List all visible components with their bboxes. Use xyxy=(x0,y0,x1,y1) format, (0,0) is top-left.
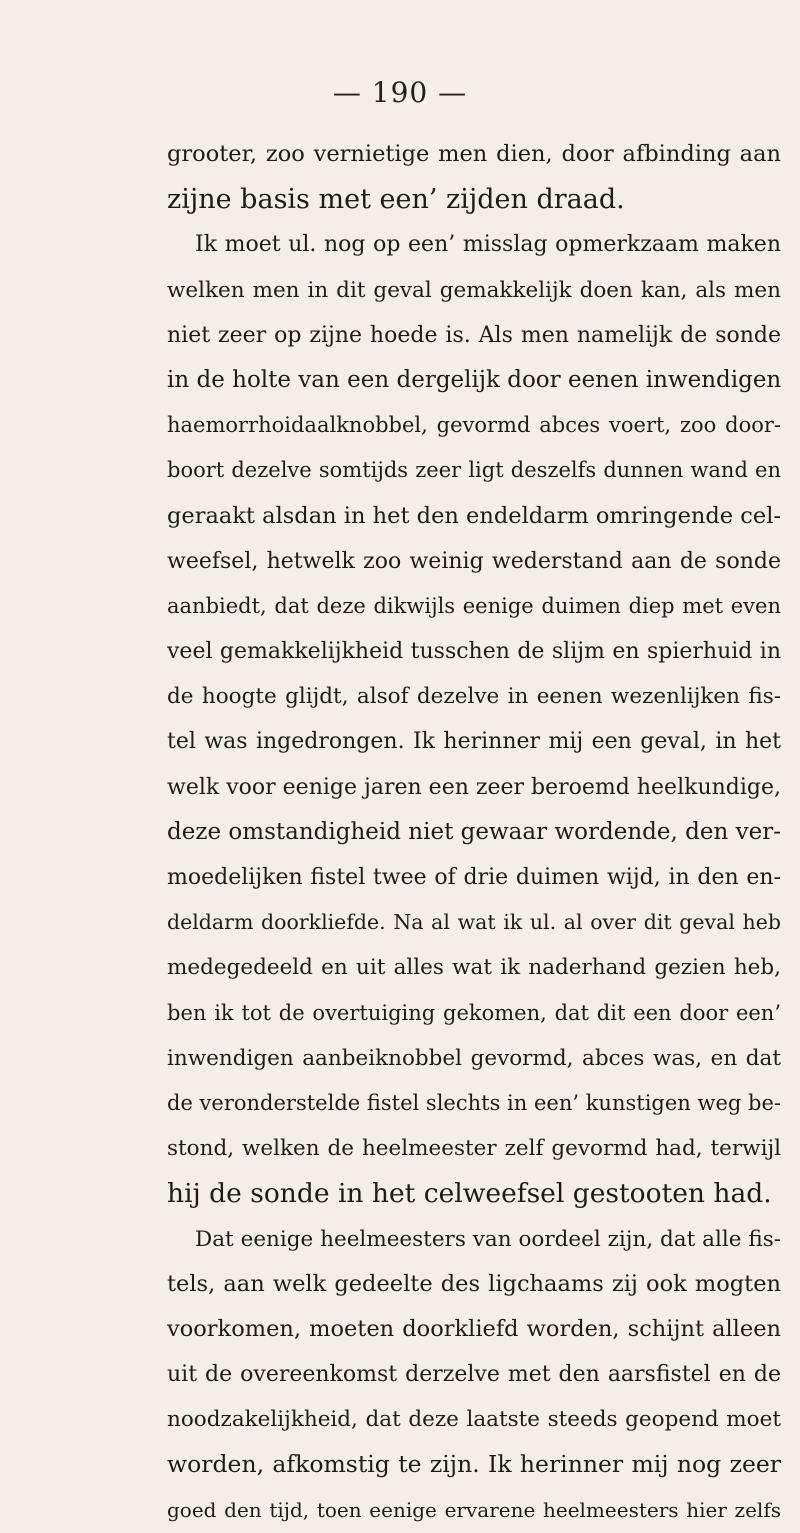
text-line: deze omstandigheid niet gewaar wordende, den ver- xyxy=(167,818,781,845)
text-line: zijne basis met een’ zijden draad. xyxy=(167,184,625,216)
text-line: goed den tijd, toen eenige ervarene heelmeesters hier zelfs xyxy=(167,1497,781,1522)
text-line: medegedeeld en uit alles wat ik naderhand gezien heb, xyxy=(167,955,781,981)
text-line: aanbiedt, dat deze dikwijls eenige duimen diep met even xyxy=(167,593,781,618)
page-number: — 190 — xyxy=(332,76,468,109)
text-line: de veronderstelde fistel slechts in een’ kunstigen weg be- xyxy=(167,1090,781,1115)
text-line: in de holte van een dergelijk door eenen inwendigen xyxy=(167,366,781,393)
text-line: hij de sonde in het celweefsel gestooten had. xyxy=(167,1178,772,1210)
text-line: inwendigen aanbeiknobbel gevormd, abces was, en dat xyxy=(167,1045,781,1071)
text-line: de hoogte glijdt, alsof dezelve in eenen wezenlijken fis- xyxy=(167,684,781,710)
text-line: voorkomen, moeten doorkliefd worden, schijnt alleen xyxy=(167,1315,781,1342)
text-line: worden, afkomstig te zijn. Ik herinner mij nog zeer xyxy=(167,1450,781,1479)
text-line: ben ik tot de overtuiging gekomen, dat dit een door een’ xyxy=(167,1000,781,1025)
text-line: boort dezelve somtijds zeer ligt deszelfs dunnen wand en xyxy=(167,458,781,483)
text-line: niet zeer op zijne hoede is. Als men namelijk de sonde xyxy=(167,322,781,348)
text-line: welk voor eenige jaren een zeer beroemd heelkundige, xyxy=(167,774,781,800)
text-line: grooter, zoo vernietige men dien, door afbinding aan xyxy=(167,141,781,167)
text-line: haemorrhoidaalknobbel, gevormd abces voert, zoo door- xyxy=(167,413,781,438)
text-line: Ik moet ul. nog op een’ misslag opmerkzaam maken xyxy=(195,232,781,258)
text-line: deldarm doorkliefde. Na al wat ik ul. al over dit geval heb xyxy=(167,910,781,935)
text-line: welken men in dit geval gemakkelijk doen kan, als men xyxy=(167,277,781,303)
text-line: noodzakelijkheid, dat deze laatste steeds geopend moet xyxy=(167,1407,781,1433)
text-line: stond, welken de heelmeester zelf gevormd had, terwijl xyxy=(167,1136,781,1162)
text-line: veel gemakkelijkheid tusschen de slijm en spierhuid in xyxy=(167,639,781,665)
text-line: moedelijken fistel twee of drie duimen wijd, in den en- xyxy=(167,865,781,890)
text-line: tel was ingedrongen. Ik herinner mij een geval, in het xyxy=(167,729,781,755)
text-line: geraakt alsdan in het den endeldarm omringende cel- xyxy=(167,502,781,529)
body-text xyxy=(167,132,781,1533)
text-line: uit de overeenkomst derzelve met den aarsfistel en de xyxy=(167,1362,781,1388)
text-line: weefsel, hetwelk zoo weinig wederstand aan de sonde xyxy=(167,548,781,574)
text-line: Dat eenige heelmeesters van oordeel zijn, dat alle fis- xyxy=(195,1226,781,1252)
text-line: tels, aan welk gedeelte des ligchaams zij ook mogten xyxy=(167,1270,781,1297)
